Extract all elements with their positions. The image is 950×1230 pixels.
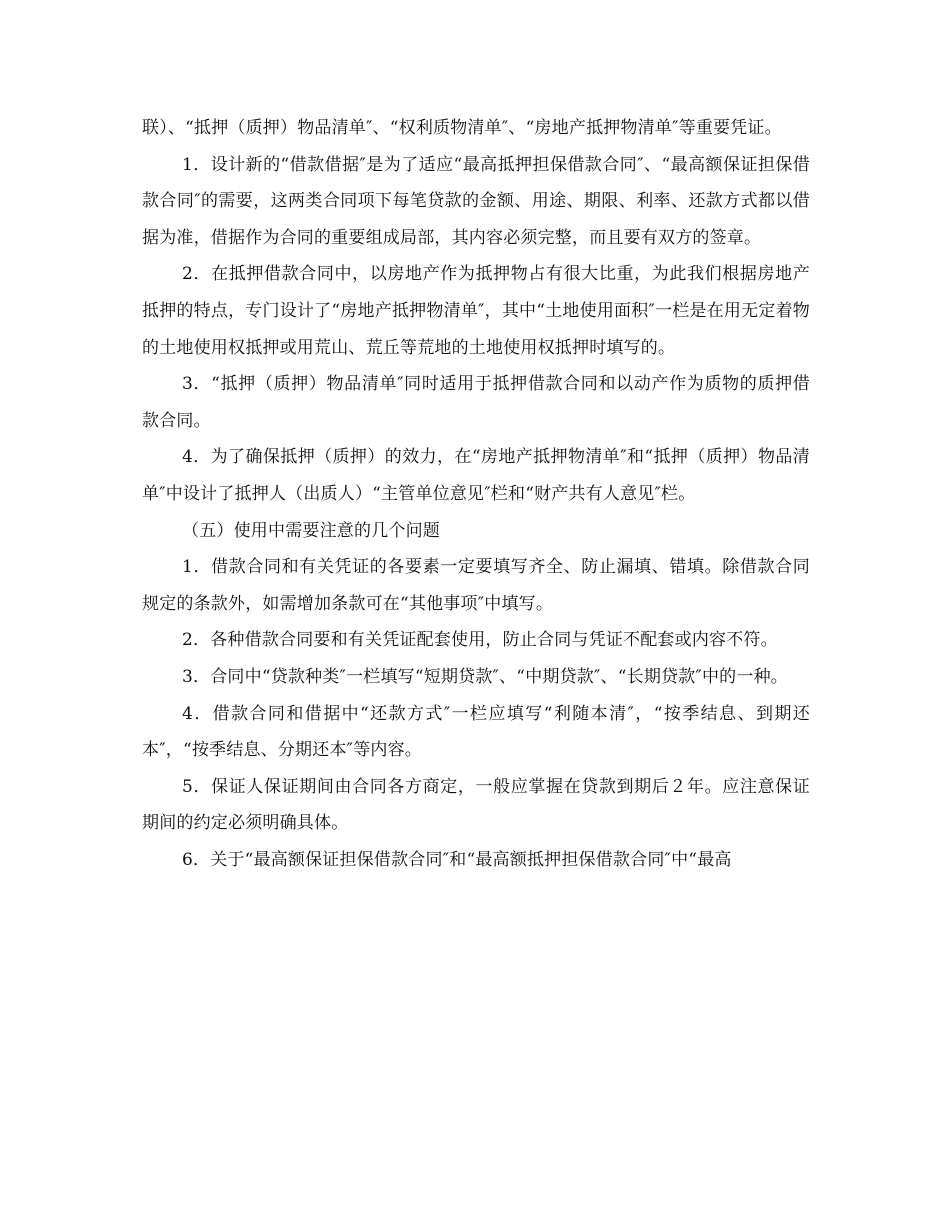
paragraph-item-2: 2．在抵押借款合同中，以房地产作为抵押物占有很大比重，为此我们根据房地产抵押的特点，专门设计了“房地产抵押物清单″，其中“土地使用面积″一栏是在用无定着物的土地使用权抵押或用荒山、荒丘等荒地的土地使用权抵押时填写的。 — [142, 264, 810, 358]
paragraph-note-1: 1．借款合同和有关凭证的各要素一定要填写齐全、防止漏填、错填。除借款合同规定的条款外，如需增加条款可在“其他事项″中填写。 — [142, 557, 810, 614]
paragraph-item-1: 1．设计新的“借款借据″是为了适应“最高抵押担保借款合同″、“最高额保证担保借款合同″的需要，这两类合同项下每笔贷款的金额、用途、期限、利率、还款方式都以借据为准，借据作为合同的重要组成局部，其内容必须完整，而且要有双方的签章。 — [142, 154, 810, 248]
paragraph-note-4: 4．借款合同和借据中“还款方式″一栏应填写“利随本清″，“按季结息、到期还本″，“按季结息、分期还本″等内容。 — [142, 703, 810, 761]
paragraph-note-5: 5．保证人保证期间由合同各方商定，一般应掌握在贷款到期后２年。应注意保证期间的约定必须明确具体。 — [142, 776, 810, 834]
paragraph-note-2: 2．各种借款合同要和有关凭证配套使用，防止合同与凭证不配套或内容不符。 — [182, 630, 778, 651]
paragraph-item-4: 4．为了确保抵押（质押）的效力，在“房地产抵押物清单″和“抵押（质押）物品清单″中设计了抵押人（出质人）“主管单位意见″栏和“财产共有人意见″栏。 — [142, 447, 810, 504]
paragraph-note-6: 6．关于“最高额保证担保借款合同″和“最高额抵押担保借款合同″中“最高 — [182, 849, 732, 870]
document-body — [142, 110, 810, 878]
paragraph-item-3: 3．“抵押（质押）物品清单″同时适用于抵押借款合同和以动产作为质物的质押借款合同。 — [142, 374, 810, 431]
section-heading: （五）使用中需要注意的几个问题 — [182, 520, 440, 541]
paragraph-continuation: 联）、“抵押（质押）物品清单″、“权利质物清单″、“房地产抵押物清单″等重要凭证。 — [142, 118, 782, 138]
paragraph-note-3: 3．合同中“贷款种类″一栏填写“短期贷款″、“中期贷款″、“长期贷款″中的一种。 — [182, 666, 788, 687]
